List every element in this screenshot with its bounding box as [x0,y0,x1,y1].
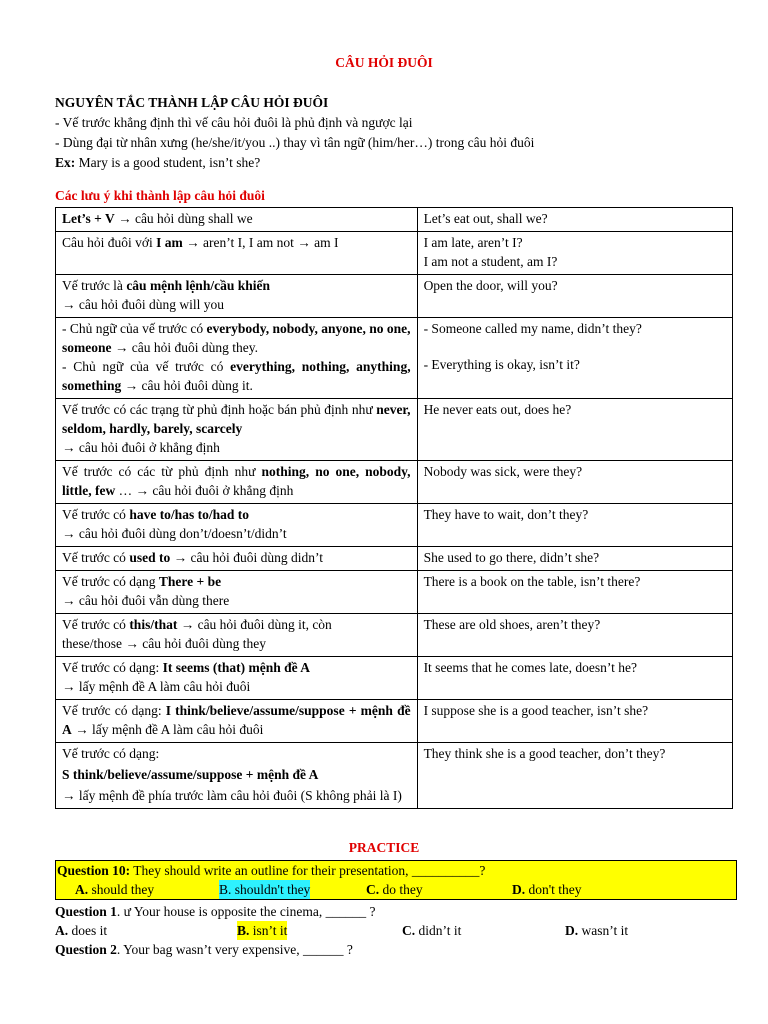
example-cell: He never eats out, does he? [417,399,732,461]
rule-keyword: I am [156,235,183,250]
rule-text: Vế trước có các từ phủ định như [62,464,262,479]
rule-keyword: câu mệnh lệnh/cầu khiến [126,278,270,293]
example-cell: These are old shoes, aren’t they? [417,614,732,657]
option-letter: D. [565,923,579,938]
example-cell: They think she is a good teacher, don’t they? [417,743,732,809]
question-text: . Your bag wasn’t very expensive, ______ ? [116,942,353,957]
rule-keyword: never, seldom, hardly, barely, scarcely [62,402,411,436]
option-text: isn’t it [249,923,288,938]
option-text: don't they [525,882,582,897]
table-row [56,571,733,614]
question-10 [55,860,737,900]
rule-text: → aren’t I, I am not → am I [182,235,339,250]
rule-text: Vế trước có [62,550,130,565]
rule-text: Câu hỏi đuôi với [62,235,157,250]
rule-text: Vế trước có dạng [62,574,159,589]
rule-text: → câu hỏi đuôi dùng they. [111,340,258,355]
rule-keyword: There + be [158,574,222,589]
option-letter: D. [512,882,526,897]
rule-text: → câu hỏi dùng shall we [114,211,253,226]
rule-line-1: - Vế trước khẳng định thì vế câu hỏi đuôi là phủ định và ngược lại [55,115,413,130]
option-d[interactable] [512,880,582,899]
option-text: do they [379,882,423,897]
table-row [56,318,733,399]
example-cell: I suppose she is a good teacher, isn’t she? [417,700,732,743]
example-cell [417,232,732,275]
question-text: . ư Your house is opposite the cinema, ______ ? [116,904,376,919]
rule-keyword: have to/has to/had to [129,507,249,522]
rule-text: → câu hỏi đuôi dùng don’t/doesn’t/didn’t [62,526,287,541]
example-text: - Everything is okay, isn’t it? [423,357,580,372]
table-row [56,232,733,275]
example-cell [417,318,732,399]
rule-line-2: - Dùng đại từ nhân xưng (he/she/it/you ..) thay vì tân ngữ (him/her…) trong câu hỏi đuôi [55,135,535,150]
option-text: wasn’t it [578,923,629,938]
rules-table [55,207,733,809]
rule-text: → lấy mệnh đề phía trước làm câu hỏi đuôi (S không phải là I) [62,788,402,803]
rule-keyword: everybody, nobody, anyone, no one, someone [62,321,411,355]
example-text: - Someone called my name, didn’t they? [423,321,642,336]
rule-text: Vế trước có [62,617,130,632]
question-1 [55,902,737,921]
table-row [56,547,733,571]
option-letter: B. [237,923,250,938]
rule-text: - Chủ ngữ của vế trước có [62,359,231,374]
rule-text: - Chủ ngữ của vế trước có [62,321,207,336]
rule-text: Vế trước có dạng: [62,703,166,718]
question-1-options [55,921,737,940]
example-cell: Let’s eat out, shall we? [417,208,732,232]
rules-section [55,93,715,173]
rule-keyword: used to [129,550,171,565]
rule-text: → câu hỏi đuôi dùng it, còn [177,617,332,632]
example-text: I am late, aren’t I? [423,235,523,250]
table-row [56,208,733,232]
option-c[interactable] [402,921,461,940]
rule-text: Vế trước là [62,278,127,293]
option-text: didn’t it [415,923,462,938]
option-c[interactable] [366,880,423,899]
rule-keyword: this/that [129,617,178,632]
option-letter: A. [55,923,69,938]
rule-text: Vế trước có dạng: [62,660,163,675]
rule-text: → câu hỏi đuôi dùng it. [121,378,253,393]
rule-keyword: I think/believe/assume/suppose + mệnh đề A [62,703,411,737]
table-row [56,461,733,504]
rule-keyword: everything, nothing, anything, something [62,359,411,393]
option-b-answer[interactable]: B. shouldn't they [219,882,311,897]
example-cell: Nobody was sick, were they? [417,461,732,504]
option-b-answer[interactable] [237,921,287,940]
option-letter: C. [402,923,416,938]
rule-text: Vế trước có [62,507,130,522]
example-cell: There is a book on the table, isn’t there? [417,571,732,614]
practice-heading: PRACTICE [348,840,420,855]
table-row [56,614,733,657]
example-cell: They have to wait, don’t they? [417,504,732,547]
option-letter: A. [75,882,89,897]
rule-text: → câu hỏi đuôi vẫn dùng there [62,593,230,608]
question-label: Question 1 [55,904,117,919]
example-text: Mary is a good student, isn’t she? [75,155,261,170]
table-row [56,504,733,547]
table-row [56,657,733,700]
option-text: should they [88,882,155,897]
rule-text: → lấy mệnh đề A làm câu hỏi đuôi [71,722,264,737]
rule-keyword: nothing, no one, nobody, little, few [62,464,411,498]
notes-heading: Các lưu ý khi thành lập câu hỏi đuôi [55,188,265,203]
table-row [56,399,733,461]
example-cell: She used to go there, didn’t she? [417,547,732,571]
rule-text: these/those → câu hỏi đuôi dùng they [62,636,266,651]
rule-keyword: It seems (that) mệnh đề A [162,660,311,675]
rule-text: Vế trước có các trạng từ phủ định hoặc bán phủ định như [62,402,377,417]
example-cell: Open the door, will you? [417,275,732,318]
option-a[interactable] [55,921,107,940]
example-cell: It seems that he comes late, doesn’t he? [417,657,732,700]
rule-text: → câu hỏi đuôi dùng will you [62,297,224,312]
option-d[interactable] [565,921,628,940]
table-row [56,700,733,743]
rule-text: → câu hỏi đuôi dùng didn’t [170,550,323,565]
question-label: Question 10: [57,863,131,878]
option-letter: C. [366,882,380,897]
table-row [56,743,733,809]
option-text: does it [68,923,108,938]
rule-text: … → câu hỏi đuôi ở khẳng định [115,483,294,498]
example-text: I am not a student, am I? [423,254,558,269]
example-line [55,153,715,173]
question-2 [55,940,737,959]
rule-text: Vế trước có dạng: [62,746,160,761]
rule-keyword: S think/believe/assume/suppose + mệnh đề A [62,767,319,782]
page-title: CÂU HỎI ĐUÔI [335,55,433,70]
rule-keyword: Let’s + V [62,211,115,226]
question-text: They should write an outline for their presentation, __________? [130,863,486,878]
rules-heading: NGUYÊN TẮC THÀNH LẬP CÂU HỎI ĐUÔI [55,95,329,110]
rule-text: → câu hỏi đuôi ở khẳng định [62,440,220,455]
rule-text: → lấy mệnh đề A làm câu hỏi đuôi [62,679,251,694]
option-a[interactable] [75,880,154,899]
example-label: Ex: [55,155,76,170]
question-label: Question 2 [55,942,117,957]
table-row [56,275,733,318]
